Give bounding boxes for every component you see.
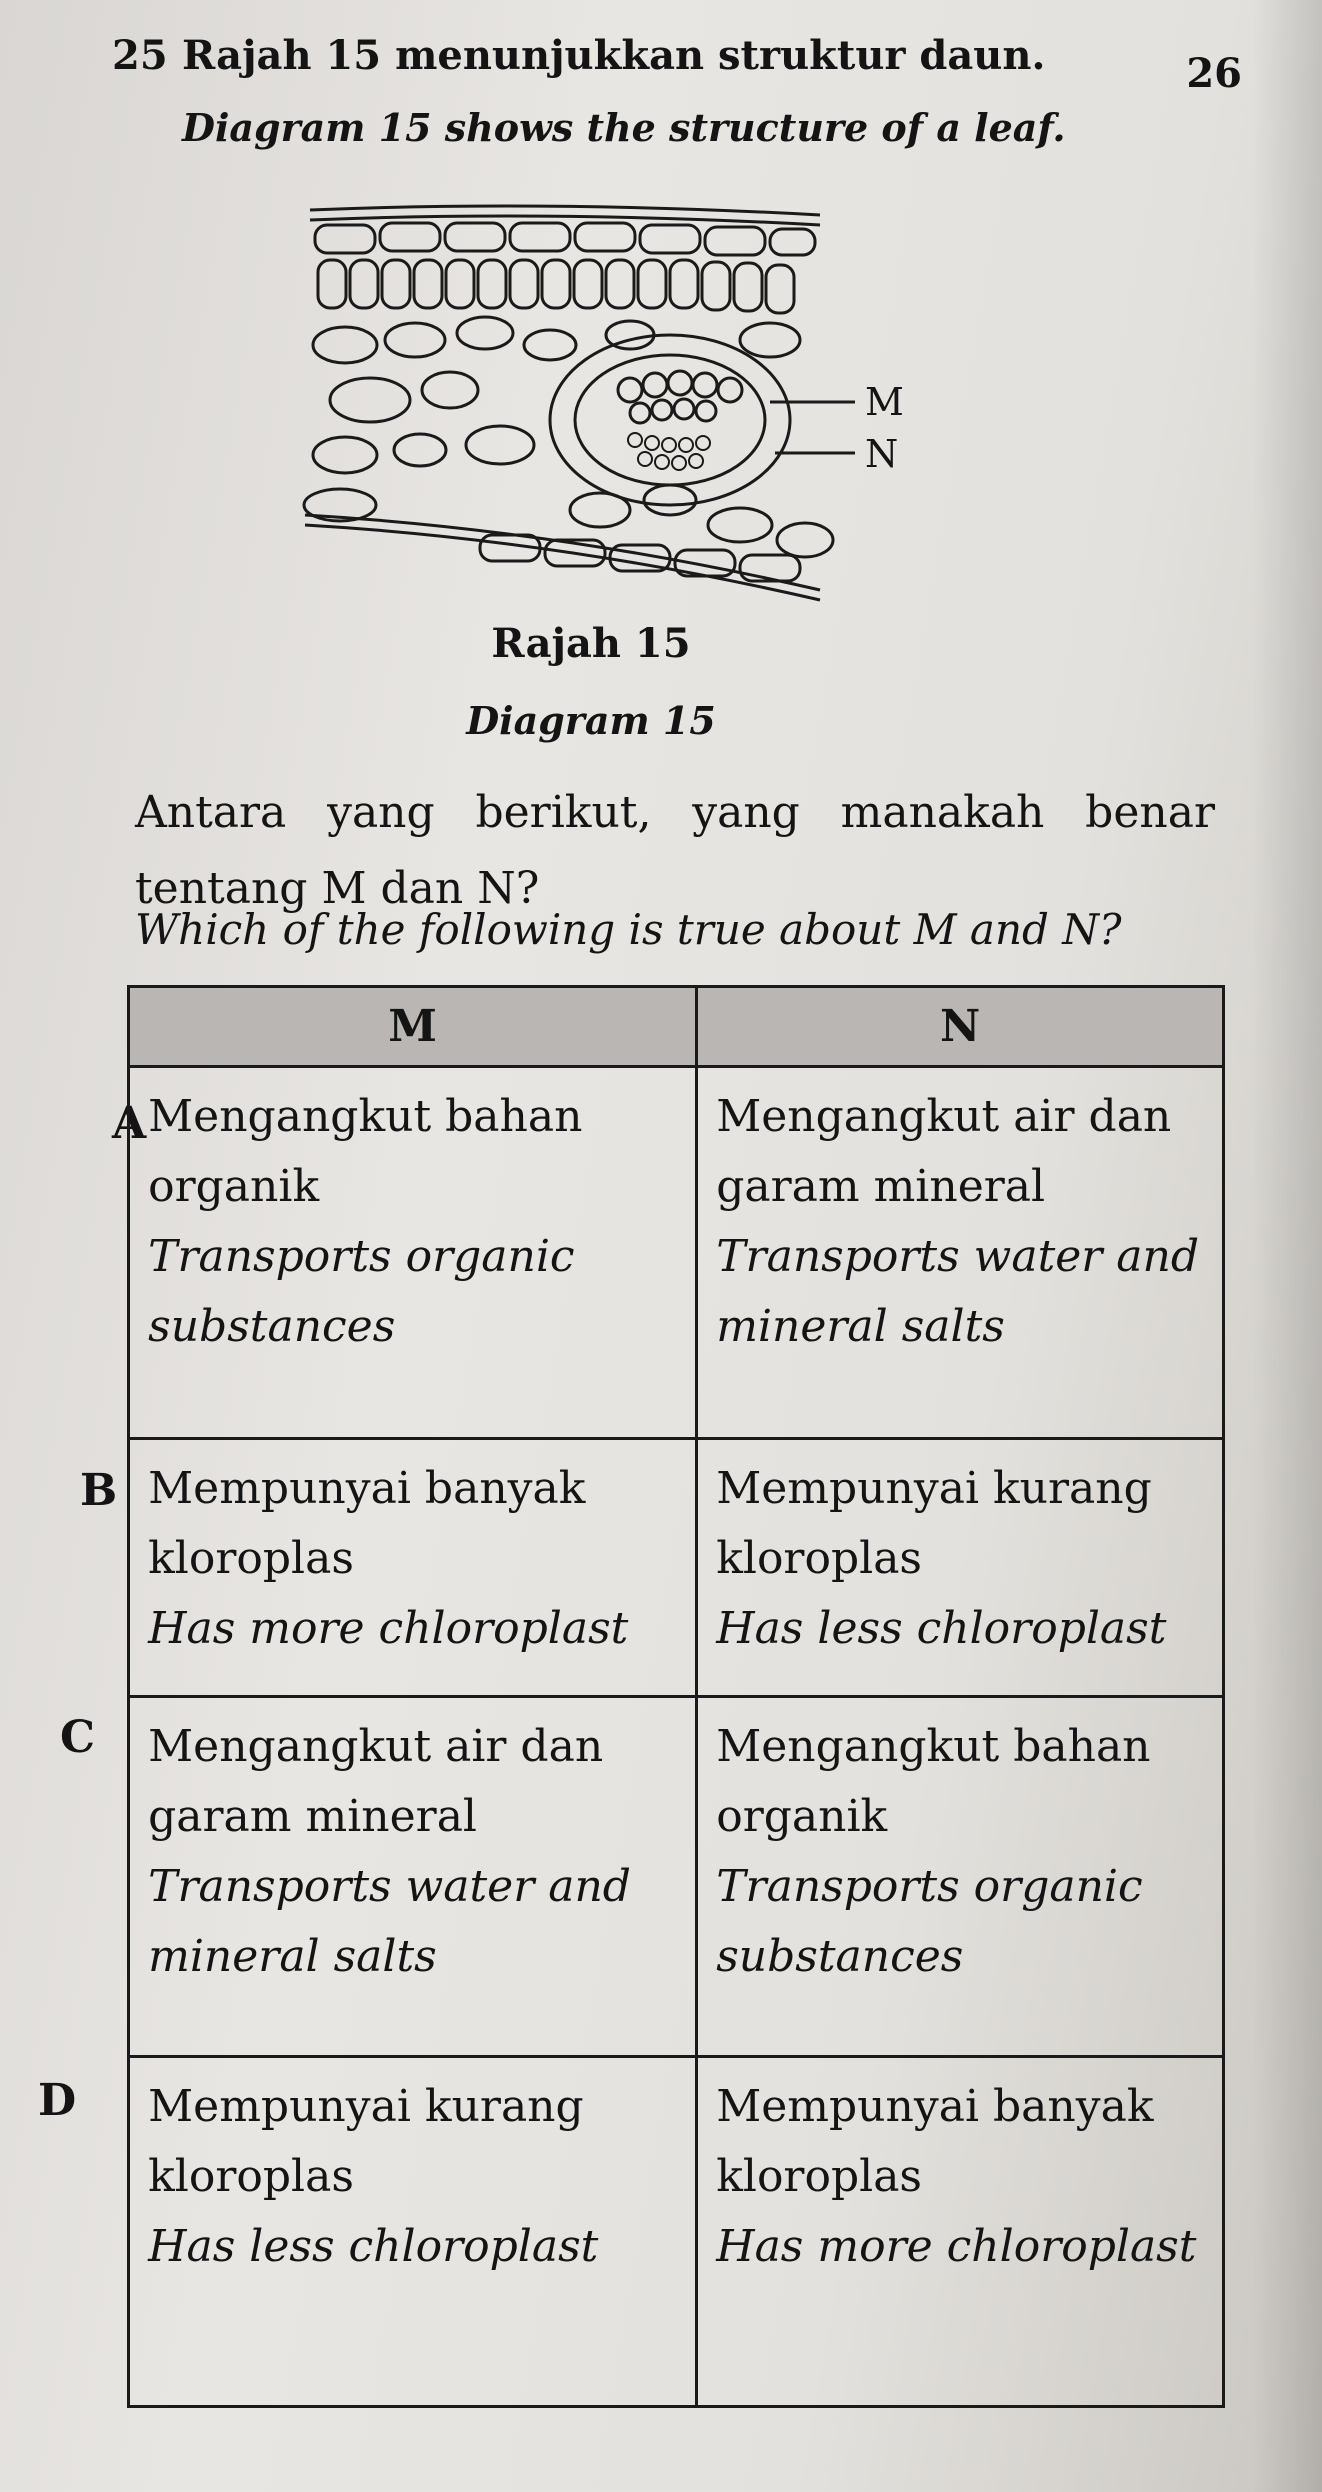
option-d-m-english: Has less chloroplast xyxy=(148,2221,599,2272)
prompt-malay: Antara yang berikut, yang manakah benar tentang M dan N? xyxy=(135,787,1215,914)
option-b-m xyxy=(129,1439,697,1697)
option-letter-b[interactable]: B xyxy=(80,1465,118,1516)
diagram-caption-malay: Rajah 15 xyxy=(491,620,691,667)
option-letter-a[interactable]: A xyxy=(112,1098,147,1149)
option-d-n-english: Has more chloroplast xyxy=(716,2221,1197,2272)
option-d-m xyxy=(129,2057,697,2407)
option-d-n xyxy=(697,2057,1224,2407)
option-row-c[interactable] xyxy=(125,1697,1224,2057)
diagram-caption-english: Diagram 15 xyxy=(466,698,716,743)
options-table xyxy=(125,985,1225,2408)
leaf-cross-section-diagram xyxy=(300,195,1020,605)
option-b-m-english: Has more chloroplast xyxy=(148,1603,629,1654)
page-number: 26 xyxy=(1186,50,1242,97)
question-stem-malay: Rajah 15 menunjukkan struktur daun. xyxy=(182,32,1046,79)
question-number: 25 xyxy=(112,32,168,79)
label-m: M xyxy=(865,380,904,424)
option-a-m-english: Transports organic substances xyxy=(148,1231,575,1352)
label-n: N xyxy=(865,432,899,476)
option-a-n xyxy=(697,1067,1224,1439)
option-c-n-malay: Mengangkut bahan organik xyxy=(716,1721,1151,1842)
option-b-n-malay: Mempunyai kurang kloroplas xyxy=(716,1463,1152,1584)
vascular-bundle xyxy=(550,335,790,505)
option-row-a[interactable] xyxy=(125,1067,1224,1439)
option-c-m xyxy=(129,1697,697,2057)
option-c-m-malay: Mengangkut air dan garam mineral xyxy=(148,1721,604,1842)
header-m: M xyxy=(129,987,697,1067)
option-row-b[interactable] xyxy=(125,1439,1224,1697)
option-c-n-english: Transports organic substances xyxy=(716,1861,1143,1982)
option-b-n xyxy=(697,1439,1224,1697)
option-b-n-english: Has less chloroplast xyxy=(716,1603,1167,1654)
option-a-n-english: Transports water and mineral salts xyxy=(716,1231,1200,1352)
palisade-layer xyxy=(318,260,794,313)
option-letter-c[interactable]: C xyxy=(60,1712,96,1763)
page-shadow-edge xyxy=(1252,0,1322,2492)
header-n: N xyxy=(697,987,1224,1067)
option-c-n xyxy=(697,1697,1224,2057)
option-a-m xyxy=(129,1067,697,1439)
upper-epidermis xyxy=(315,223,815,255)
cuticle-line xyxy=(310,206,820,215)
option-d-m-malay: Mempunyai kurang kloroplas xyxy=(148,2081,584,2202)
option-a-n-malay: Mengangkut air dan garam mineral xyxy=(716,1091,1172,1212)
lower-epidermis xyxy=(305,515,820,600)
option-letter-d[interactable]: D xyxy=(38,2075,77,2126)
option-c-m-english: Transports water and mineral salts xyxy=(148,1861,631,1982)
xylem-cells xyxy=(618,371,742,423)
option-a-m-malay: Mengangkut bahan organik xyxy=(148,1091,583,1212)
prompt-english: Which of the following is true about M and N? xyxy=(135,905,1122,954)
question-stem-english: Diagram 15 shows the structure of a leaf. xyxy=(182,105,1066,150)
option-row-d[interactable] xyxy=(125,2057,1224,2407)
phloem-cells xyxy=(628,433,710,470)
option-b-m-malay: Mempunyai banyak kloroplas xyxy=(148,1463,586,1584)
option-d-n-malay: Mempunyai banyak kloroplas xyxy=(716,2081,1154,2202)
